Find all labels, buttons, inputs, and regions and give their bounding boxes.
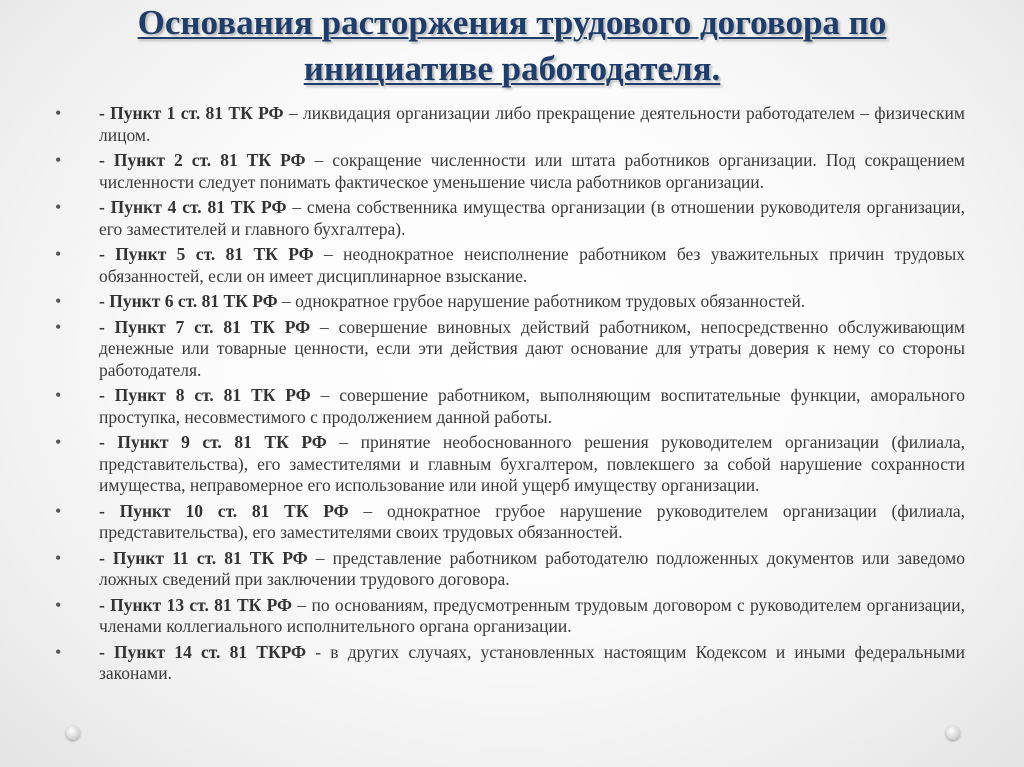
item-article: - Пункт 14 ст. 81 ТКРФ <box>99 641 307 662</box>
bullet-icon: • <box>55 500 62 521</box>
list-item <box>55 385 965 428</box>
item-article: - Пункт 6 ст. 81 ТК РФ <box>99 291 278 311</box>
grounds-list <box>55 103 965 689</box>
bullet-icon: • <box>55 547 62 568</box>
item-text: – однократное грубое нарушение работником трудовых обязанностей. <box>277 291 806 311</box>
list-item <box>55 501 965 544</box>
list-item <box>55 548 965 591</box>
item-text: – однократное грубое нарушение руководителем организации (филиала, представительства), его заместителями своих трудовых обязанностей. <box>99 500 965 542</box>
item-article: - Пункт 8 ст. 81 ТК РФ <box>99 385 311 405</box>
item-text: – смена собственника имущества организации (в отношении руководителя организации, его заместителей и главного бухгалтера). <box>99 197 965 239</box>
list-item <box>55 197 965 240</box>
bullet-icon: • <box>55 197 62 217</box>
item-article: - Пункт 9 ст. 81 ТК РФ <box>99 432 327 452</box>
item-text: - в других случаях, установленных настоящим Кодексом и иными федеральными законами. <box>99 641 965 683</box>
list-item <box>55 244 965 287</box>
bullet-icon: • <box>55 316 62 337</box>
list-item <box>55 642 965 685</box>
list-item <box>55 432 965 497</box>
item-article: - Пункт 2 ст. 81 ТК РФ <box>99 150 306 170</box>
item-text: – совершение виновных действий работником, непосредственно обслуживающим денежные или товарные ценности, если эти действия дают основание для утраты доверия к нему со стороны работодателя. <box>99 316 965 380</box>
list-item <box>55 317 965 382</box>
slide-title: Основания расторжения трудового договора по инициативе работодателя. <box>137 3 887 88</box>
bullet-icon: • <box>55 385 62 405</box>
bullet-icon: • <box>55 594 62 615</box>
left-decorative-dot-icon <box>66 726 80 740</box>
bullet-icon: • <box>55 244 62 264</box>
item-article: - Пункт 5 ст. 81 ТК РФ <box>99 244 314 264</box>
bullet-icon: • <box>55 432 62 452</box>
item-article: - Пункт 10 ст. 81 ТК РФ <box>99 500 349 521</box>
bullet-icon: • <box>55 150 62 170</box>
bullet-icon: • <box>55 291 62 311</box>
bullet-icon: • <box>55 103 62 123</box>
item-text: – представление работником работодателю подложенных документов или заведомо ложных сведений при заключении трудового договора. <box>99 547 965 589</box>
item-article: - Пункт 4 ст. 81 ТК РФ <box>99 197 287 217</box>
list-item <box>55 103 965 146</box>
item-article: - Пункт 1 ст. 81 ТК РФ <box>99 103 284 123</box>
bullet-icon: • <box>55 641 62 662</box>
item-article: - Пункт 13 ст. 81 ТК РФ <box>99 594 293 615</box>
item-text: – неоднократное неисполнение работником без уважительных причин трудовых обязанностей, если он имеет дисциплинарное взыскание. <box>99 244 965 286</box>
item-text: – ликвидация организации либо прекращение деятельности работодателем – физическим лицом. <box>99 103 965 145</box>
list-item <box>55 291 965 313</box>
item-text: – по основаниям, предусмотренным трудовым договором с руководителем организации, членами коллегиального исполнительного органа организации. <box>99 594 965 636</box>
list-item <box>55 595 965 638</box>
item-text: – сокращение численности или штата работников организации. Под сокращением численности следует понимать фактическое уменьшение числа работников организации. <box>99 150 965 192</box>
item-article: - Пункт 7 ст. 81 ТК РФ <box>99 316 311 337</box>
item-text: – принятие необоснованного решения руководителем организации (филиала, представительства), его заместителями и главным бухгалтером, повлекшего за собой нарушение сохранности имущества, неправомерное его использование или иной ущерб имуществу организации. <box>99 432 965 495</box>
item-article: - Пункт 11 ст. 81 ТК РФ <box>99 547 308 568</box>
right-decorative-dot-icon <box>946 726 960 740</box>
item-text: – совершение работником, выполняющим воспитательные функции, аморального проступка, несовместимого с продолжением данной работы. <box>99 385 965 427</box>
list-item <box>55 150 965 193</box>
